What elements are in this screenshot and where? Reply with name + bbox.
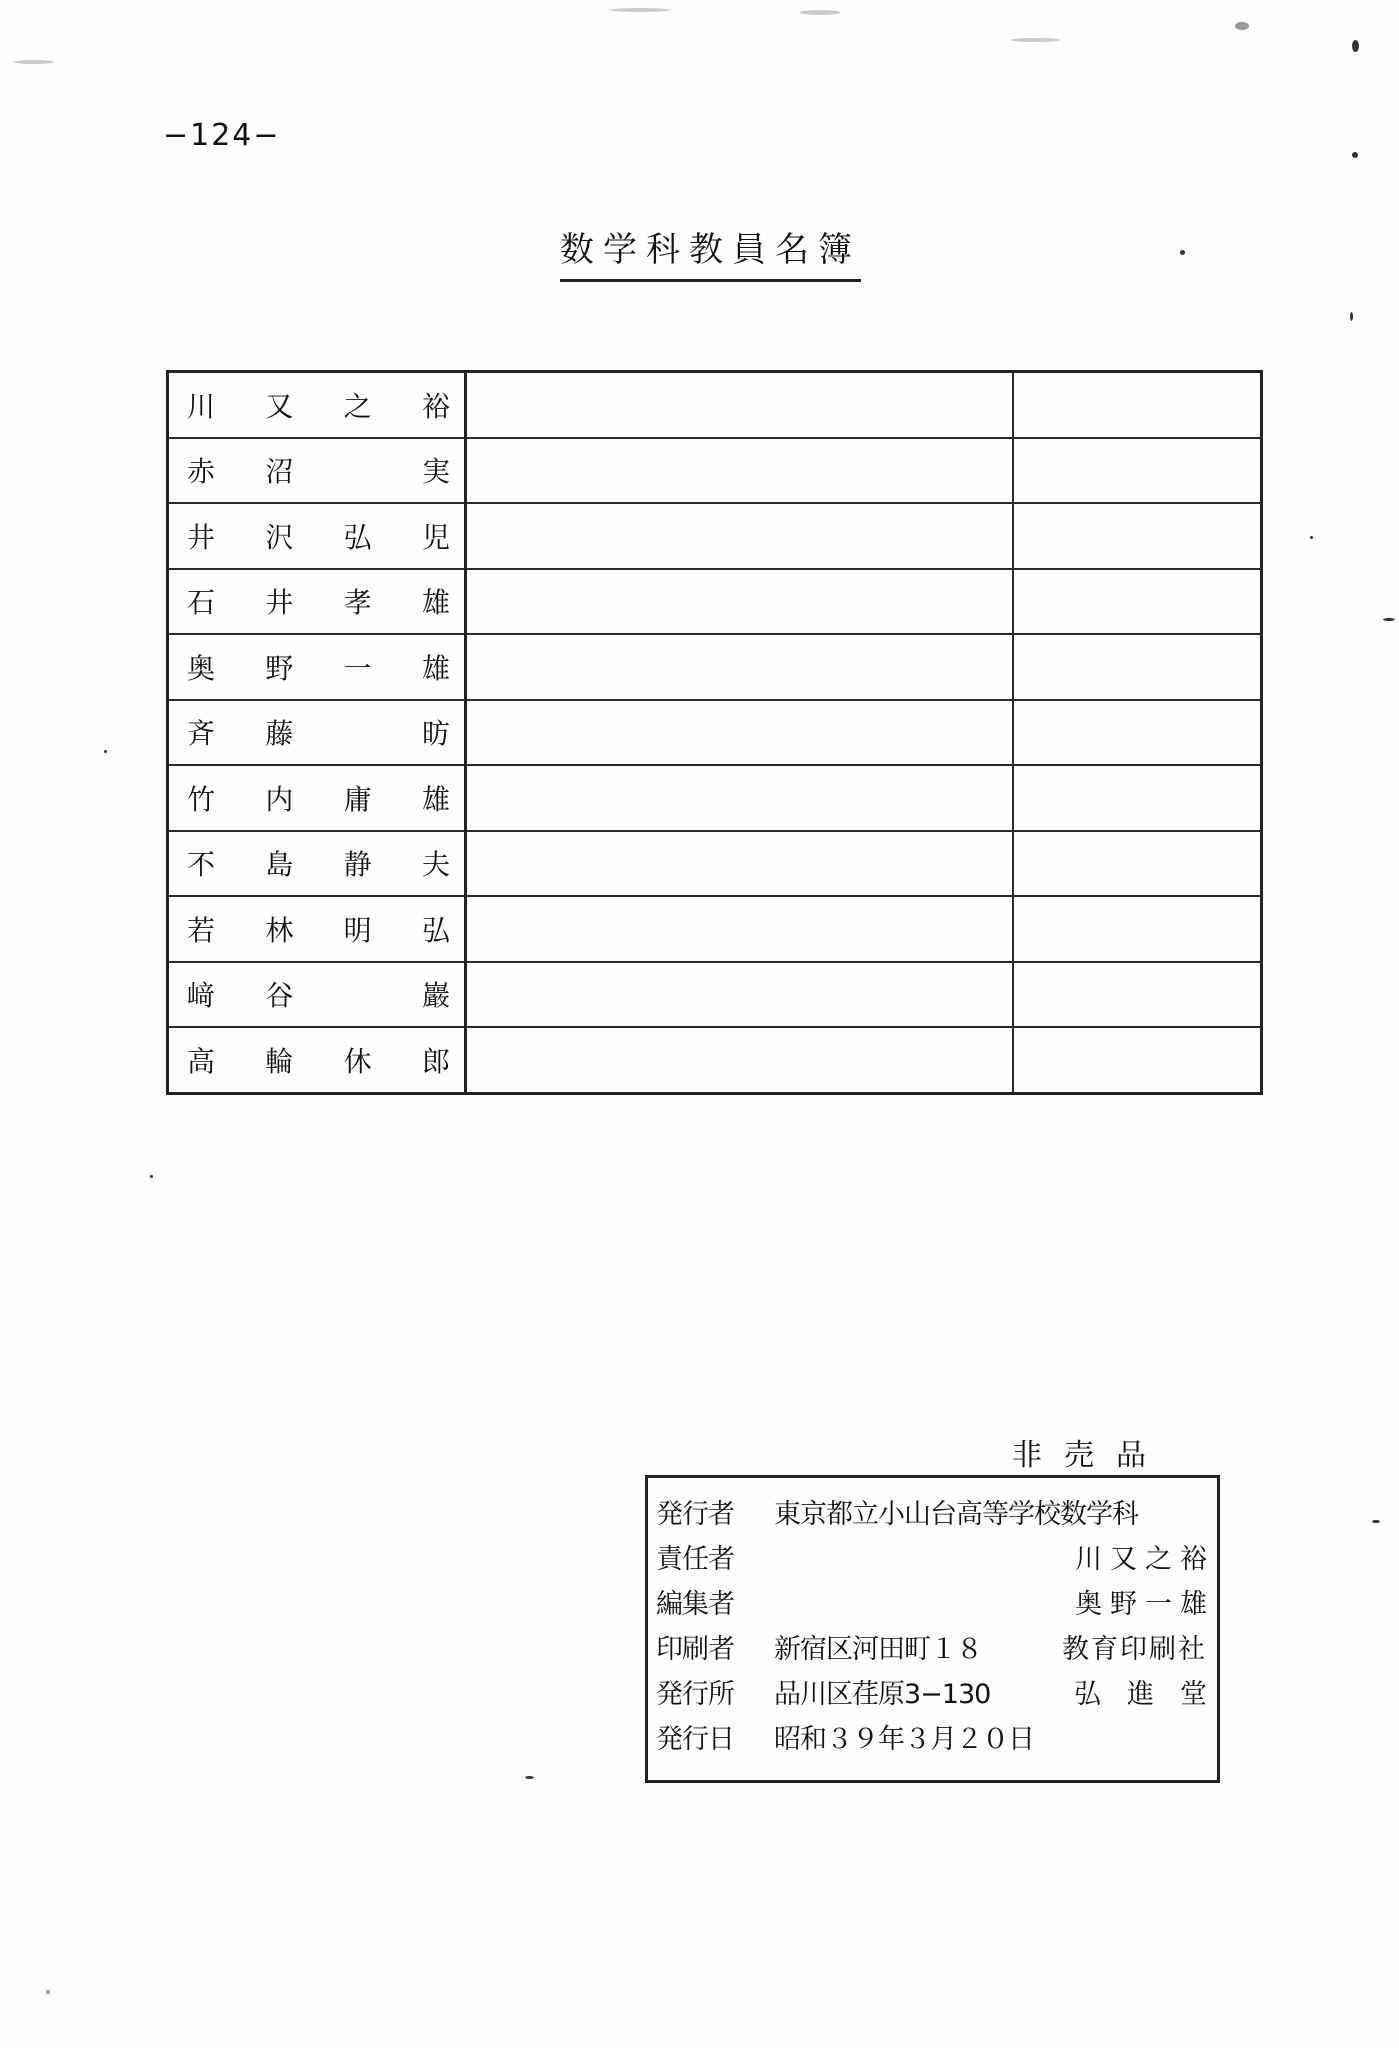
colophon-label: 発行者 <box>656 1499 734 1530</box>
table-row <box>168 700 1262 766</box>
blank-cell <box>1013 569 1262 635</box>
not-for-sale-label: 非売品 <box>1012 1438 1168 1473</box>
faculty-name-cell <box>168 1027 466 1093</box>
scan-speck <box>46 1990 50 1994</box>
blank-cell <box>466 634 1014 700</box>
scan-speck <box>104 750 107 753</box>
colophon-label: 発行所 <box>656 1679 734 1710</box>
scan-speck <box>150 1175 153 1178</box>
faculty-name-cell <box>168 372 466 438</box>
table-row <box>168 962 1262 1028</box>
table-row <box>168 634 1262 700</box>
faculty-name: 井沢弘児 <box>187 520 450 554</box>
faculty-name-cell <box>168 962 466 1028</box>
blank-cell <box>466 503 1014 569</box>
faculty-name: 奥野一雄 <box>187 651 450 685</box>
scan-speck <box>1372 1520 1380 1523</box>
faculty-name-cell <box>168 700 466 766</box>
scan-speck <box>1010 38 1060 42</box>
blank-cell <box>1013 765 1262 831</box>
blank-cell <box>466 438 1014 504</box>
colophon-value: 品川区荏原3−130 <box>774 1679 991 1710</box>
colophon-extra: 川又之裕 <box>1075 1544 1215 1575</box>
colophon-box <box>645 1475 1233 1783</box>
table-row <box>168 438 1262 504</box>
faculty-roster-table <box>166 370 1263 1095</box>
blank-cell <box>1013 438 1262 504</box>
blank-cell <box>466 372 1014 438</box>
colophon-row-publisher <box>656 1492 1207 1537</box>
colophon-value: 東京都立小山台高等学校数学科 <box>774 1499 1138 1530</box>
colophon-label: 発行日 <box>656 1724 734 1755</box>
blank-cell <box>1013 700 1262 766</box>
document-title: 数学科教員名簿 <box>560 222 861 282</box>
colophon-row-editor <box>656 1582 1215 1627</box>
blank-cell <box>1013 634 1262 700</box>
table-row <box>168 831 1262 897</box>
blank-cell <box>466 831 1014 897</box>
table-row <box>168 569 1262 635</box>
faculty-name: 赤沼 実 <box>187 455 450 489</box>
scan-speck <box>610 8 670 12</box>
scan-speck <box>525 1776 534 1779</box>
scan-speck <box>1180 250 1185 255</box>
faculty-name-cell <box>168 503 466 569</box>
colophon-row-responsible <box>656 1537 1215 1582</box>
colophon-value: 昭和３９年３月２０日 <box>774 1724 1034 1755</box>
scan-speck <box>1383 618 1395 621</box>
blank-cell <box>466 700 1014 766</box>
colophon-row-printer <box>656 1627 1207 1672</box>
faculty-name-cell <box>168 438 466 504</box>
blank-cell <box>1013 962 1262 1028</box>
colophon-extra: 弘進堂 <box>1074 1679 1233 1710</box>
blank-cell <box>466 765 1014 831</box>
blank-cell <box>466 1027 1014 1093</box>
scan-speck <box>1352 40 1359 52</box>
blank-cell <box>466 896 1014 962</box>
faculty-name: 竹内庸雄 <box>187 782 450 816</box>
faculty-name: 高輪休郎 <box>187 1044 450 1078</box>
scan-speck <box>1352 152 1358 158</box>
scan-speck <box>1235 22 1249 30</box>
colophon-label: 責任者 <box>656 1544 734 1575</box>
blank-cell <box>466 962 1014 1028</box>
faculty-name: 石井孝雄 <box>187 586 450 620</box>
table-row <box>168 372 1262 438</box>
scan-speck <box>1350 312 1353 321</box>
colophon-row-date <box>656 1717 1207 1762</box>
faculty-name: 川又之裕 <box>187 389 450 423</box>
faculty-name: 不島静夫 <box>187 848 450 882</box>
colophon-extra: 奥野一雄 <box>1075 1589 1215 1620</box>
scan-speck <box>1310 536 1313 539</box>
colophon-label: 印刷者 <box>656 1634 734 1665</box>
table-row <box>168 765 1262 831</box>
colophon-label: 編集者 <box>656 1589 734 1620</box>
blank-cell <box>1013 1027 1262 1093</box>
colophon-row-publishing-office <box>656 1672 1233 1717</box>
colophon-extra: 教育印刷社 <box>1062 1634 1207 1665</box>
blank-cell <box>466 569 1014 635</box>
page-number: −124− <box>163 118 281 153</box>
blank-cell <box>1013 503 1262 569</box>
table-row <box>168 503 1262 569</box>
faculty-name: 斉藤 昉 <box>187 717 450 751</box>
faculty-name: 﨑谷 巖 <box>187 979 450 1013</box>
faculty-name: 若林明弘 <box>187 913 450 947</box>
faculty-name-cell <box>168 831 466 897</box>
table-row <box>168 1027 1262 1093</box>
blank-cell <box>1013 896 1262 962</box>
faculty-name-cell <box>168 896 466 962</box>
colophon-value: 新宿区河田町１８ <box>774 1634 982 1665</box>
scan-speck <box>800 10 840 15</box>
faculty-name-cell <box>168 634 466 700</box>
faculty-name-cell <box>168 569 466 635</box>
table-row <box>168 896 1262 962</box>
blank-cell <box>1013 372 1262 438</box>
faculty-name-cell <box>168 765 466 831</box>
blank-cell <box>1013 831 1262 897</box>
scan-speck <box>14 60 54 64</box>
